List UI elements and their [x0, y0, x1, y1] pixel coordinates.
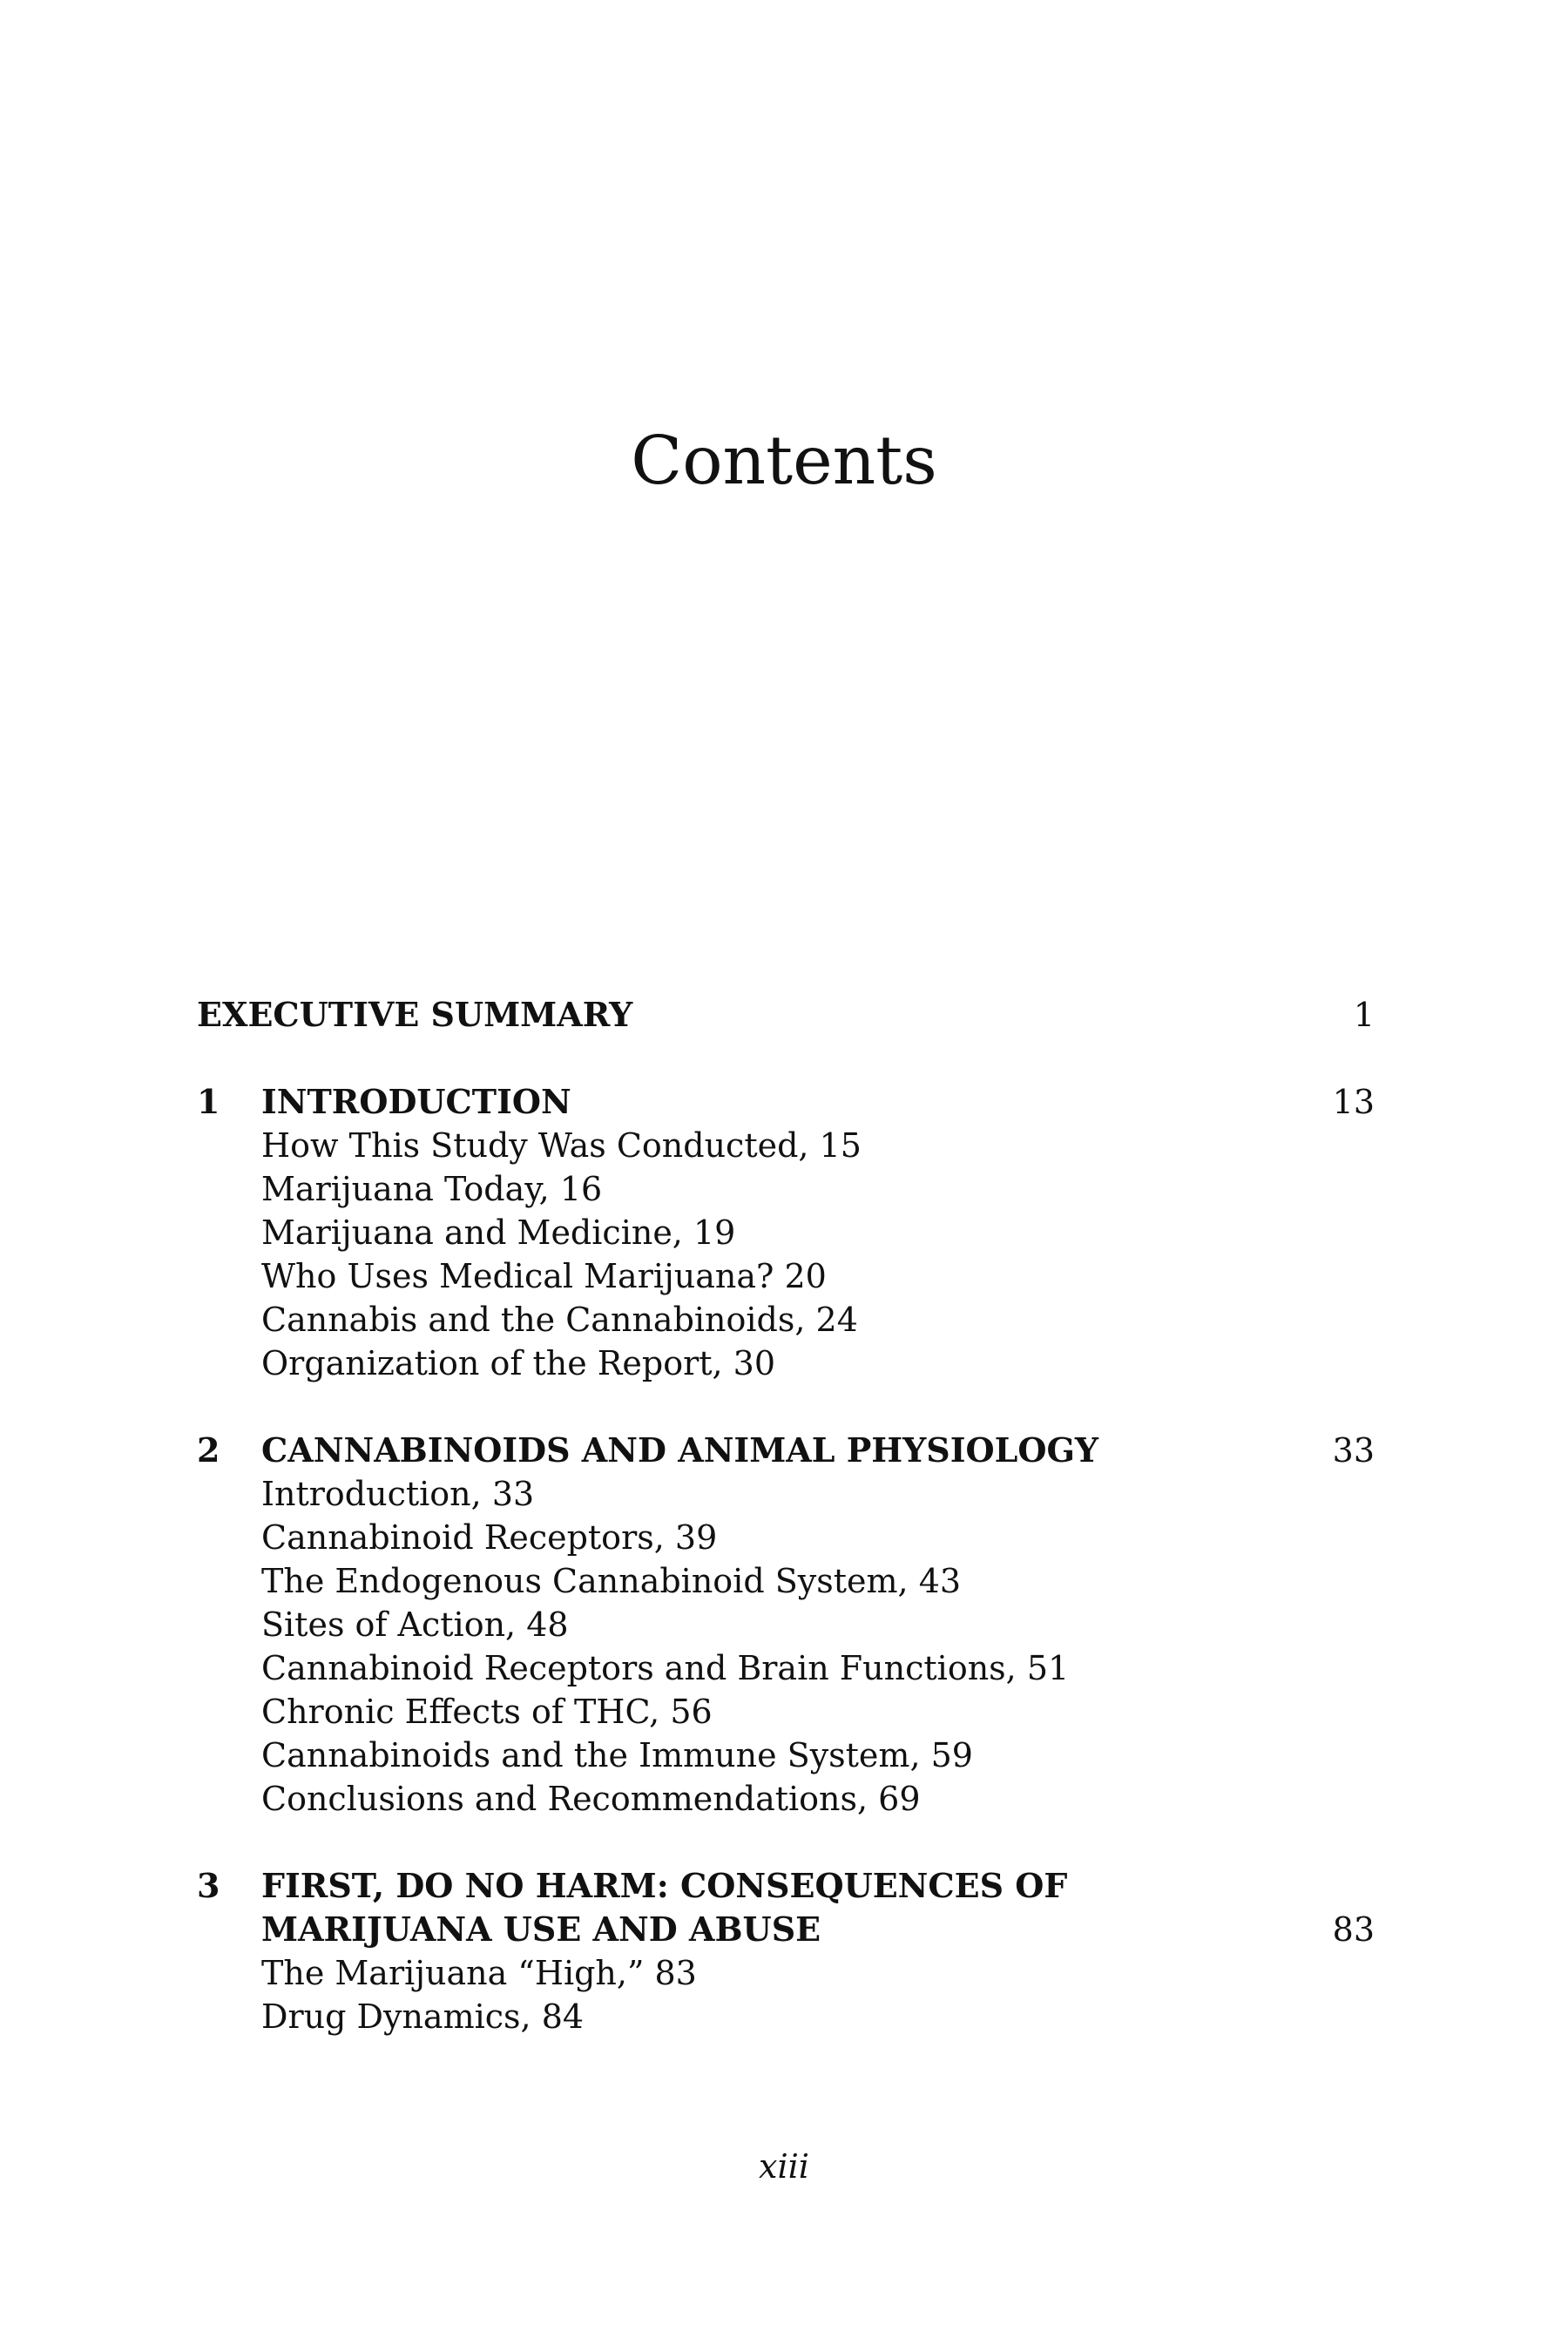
section-label: Cannabis and the Cannabinoids, 24: [261, 1301, 858, 1339]
section-label: Cannabinoid Receptors, 39: [261, 1518, 718, 1557]
section-label: Who Uses Medical Marijuana? 20: [261, 1257, 827, 1295]
toc-chapter-3[interactable]: [197, 1864, 1375, 1908]
toc-section[interactable]: [197, 1472, 1375, 1516]
chapter-number: 1: [197, 1082, 220, 1121]
toc-section[interactable]: [197, 1995, 1375, 2038]
section-label: The Marijuana “High,” 83: [261, 1954, 697, 1992]
toc-chapter-1[interactable]: [197, 1080, 1375, 1124]
toc-section[interactable]: [197, 1211, 1375, 1254]
toc-page-number: 1: [1353, 996, 1375, 1034]
section-label: Marijuana and Medicine, 19: [261, 1213, 736, 1252]
toc-heading: EXECUTIVE SUMMARY: [197, 995, 633, 1034]
toc-section[interactable]: [197, 1690, 1375, 1734]
toc-chapter-3-continued[interactable]: [197, 1908, 1375, 1951]
toc-section[interactable]: [197, 1124, 1375, 1167]
toc-section[interactable]: [197, 1167, 1375, 1211]
toc-spacer: [197, 1385, 1375, 1429]
section-label: Introduction, 33: [261, 1475, 535, 1513]
toc-page-number: 83: [1332, 1910, 1375, 1949]
toc-section[interactable]: [197, 1603, 1375, 1646]
toc-page-number: 13: [1332, 1083, 1375, 1121]
toc-section[interactable]: [197, 1559, 1375, 1603]
section-label: Cannabinoid Receptors and Brain Functions, 51: [261, 1649, 1070, 1687]
section-label: Conclusions and Recommendations, 69: [261, 1780, 921, 1818]
chapter-title: INTRODUCTION: [261, 1082, 571, 1121]
toc-chapter-2[interactable]: [197, 1429, 1375, 1472]
toc-section[interactable]: [197, 1951, 1375, 1995]
section-label: How This Study Was Conducted, 15: [261, 1126, 862, 1165]
toc-page-number: 33: [1332, 1431, 1375, 1470]
section-label: Organization of the Report, 30: [261, 1344, 776, 1382]
chapter-title-line-1: FIRST, DO NO HARM: CONSEQUENCES OF: [261, 1866, 1068, 1905]
chapter-number: 2: [197, 1430, 220, 1470]
chapter-title-line-2: MARIJUANA USE AND ABUSE: [261, 1909, 821, 1949]
toc-section[interactable]: [197, 1342, 1375, 1385]
section-label: Chronic Effects of THC, 56: [261, 1693, 713, 1731]
section-label: Cannabinoids and the Immune System, 59: [261, 1736, 973, 1774]
section-label: Marijuana Today, 16: [261, 1170, 603, 1208]
page-title: Contents: [631, 422, 937, 500]
toc-entry-executive-summary[interactable]: [197, 993, 1375, 1037]
toc-spacer: [197, 1037, 1375, 1080]
table-of-contents: [197, 993, 1375, 2038]
toc-section[interactable]: [197, 1646, 1375, 1690]
toc-section[interactable]: [197, 1254, 1375, 1298]
toc-section[interactable]: [197, 1734, 1375, 1777]
section-label: Drug Dynamics, 84: [261, 1997, 585, 2036]
toc-section[interactable]: [197, 1298, 1375, 1342]
section-label: The Endogenous Cannabinoid System, 43: [261, 1562, 962, 1600]
chapter-number: 3: [197, 1866, 220, 1905]
page-folio: xiii: [759, 2147, 809, 2186]
toc-spacer: [197, 1821, 1375, 1864]
toc-section[interactable]: [197, 1777, 1375, 1821]
toc-section[interactable]: [197, 1516, 1375, 1559]
chapter-title: CANNABINOIDS AND ANIMAL PHYSIOLOGY: [261, 1430, 1099, 1470]
section-label: Sites of Action, 48: [261, 1605, 569, 1644]
